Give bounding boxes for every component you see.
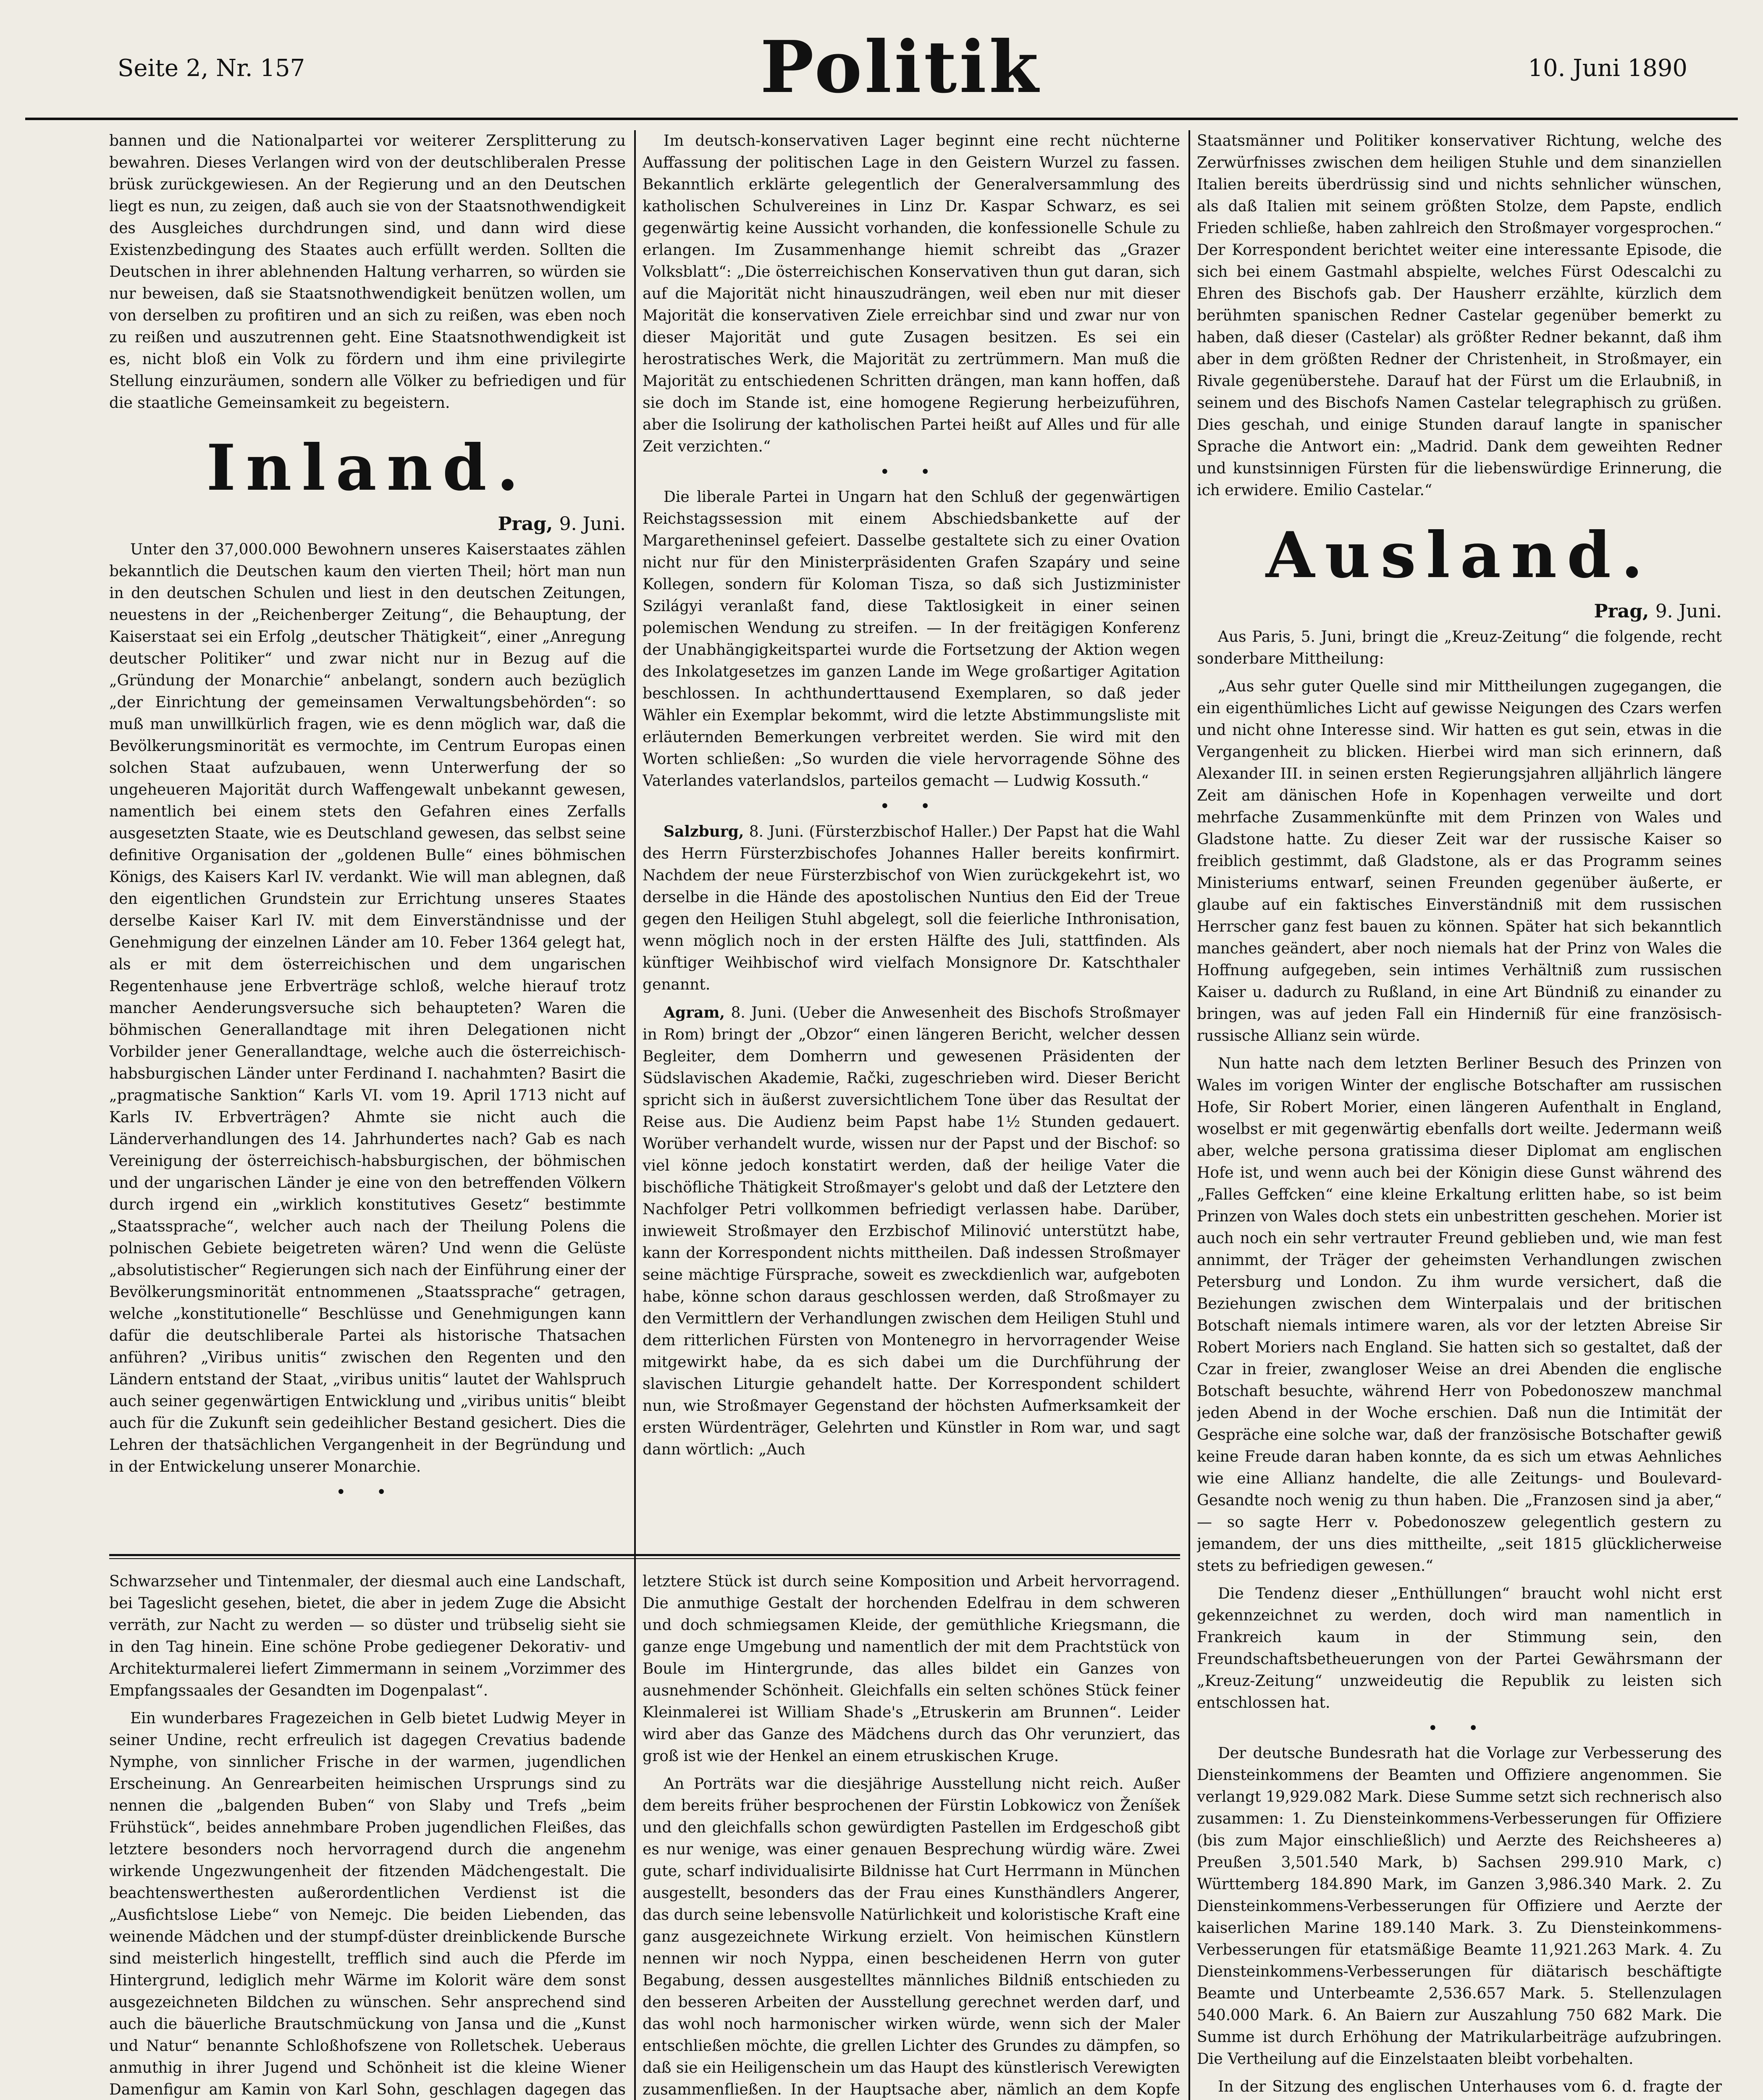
article-text: Der deutsche Bundesrath hat die Vorlage zur Verbesserung des Diensteinkommens der Beamten und Offiziere angenommen. Sie verlangt 19,929.082 Mark. Diese Summe setzt sich rechnerisch also zusammen: 1. Zu Diensteinkommens-Verbesserungen für Offiziere (bis zum Major einschließlich) und Aerzte des Reichsheeres a) Preußen 3,501.540 Mark, b) Sachsen 299.910 Mark, c) Württemberg 184.890 Mark, im Ganzen 3,986.340 Mark. 2. Zu Diensteinkommens-Verbesserungen für Offiziere und Aerzte der kaiserlichen Marine 189.140 Mark. 3. Zu Diensteinkommens-Verbesserungen für etatsmäßige Beamte 11,921.263 Mark. 4. Zu Diensteinkommens-Verbesserungen für diätarisch beschäftigte Beamte und Unterbeamte 2,536.657 Mark. 5. Stellenzulagen 540.000 Mark. 6. An Baiern zur Auszahlung 750 682 Mark. Die Summe ist durch Erhöhung der Matrikularbeiträge aufzubringen. Die Vertheilung auf die Einzelstaaten bleibt vorbehalten. [1197,1745,1722,2068]
masthead-title: Politik [760,25,1041,109]
separator: • • [1428,1719,1491,1738]
dateline-place: Agram, [664,1004,725,1021]
dateline-place: Prag, [1594,601,1649,622]
article-text [643,1002,1180,1461]
article-text: In der Sitzung des englischen Unterhauses vom 6. d. fragte der [1218,2078,1722,2095]
separator: • • [880,462,943,482]
dateline-date: 8. Juni. (Ueber die Anwesenheit des Bischofs Stroßmayer in Rom) [643,1004,1180,1043]
article-text: Staatsmänner und Politiker konservativer Richtung, welche des Zerwürfnisses zwischen dem heiligen Stuhle und dem sinanziellen Italien bereits überdrüssig sind und nichts sehnlicher wünschen, als daß Italien mit seinem größten Stolze, dem Papste, endlich Frieden schließe, haben zahlreich den Stroßmayer vorgesprochen.“ Der Korrespondent berichtet weiter eine interessante Episode, die sich bei einem Gastmahl abspielte, welches Fürst Odescalchi zu Ehren des Bischofs gab. Der Hausherr erzählte, kürzlich dem berühmten spanischen Redner Castelar gegenüber bemerkt zu haben, daß dieser (Castelar) als größter Redner bekannt, daß ihm aber in dem größten Redner der Christenheit, in Stroßmayer, ein Rivale gegenüberstehe. Darauf hat der Fürst um die Erlaubniß, in seinem und des Bischofs Namen Castelar telegraphisch zu grüßen. Dies geschah, und einige Stunden darauf langte in spanischer Sprache die Antwort ein: „Madrid. Dank dem geweihten Redner und kunstsinnigen Fürsten für die liebenswürdige Erinnerung, die ich erwidere. Emilio Castelar.“ [1197,132,1722,499]
dateline-date: 8. Juni. (Fürsterzbischof Haller.) [749,823,998,840]
article-text: Im deutsch-konservativen Lager beginnt eine recht nüchterne Auffassung der politischen Lage in den Geistern Wurzel zu fassen. Bekanntlich erklärte gelegentlich der Generalversammlung des katholischen Schulvereines in Linz Dr. Kaspar Schwarz, es sei gegenwärtig keine Aussicht vorhanden, die konfessionelle Schule zu erlangen. Im Zusammenhange hiemit schreibt das „Grazer Volksblatt“: „Die österreichischen Konservativen thun gut daran, sich auf die Majorität nicht hinauszudrängen, weil eben nur mit dieser Majorität die konservativen Ziele erreichbar sind und zwar nur von dieser Majorität und gute Zusagen besitzen. Es sei ein herostratisches Werk, die Majorität zu zertrümmern. Man muß die Majorität zu entschiedenen Schritten drängen, man kann hoffen, daß sie doch im Stande ist, eine homogene Regierung herbeizuführen, aber die Isolirung der katholischen Partei heißt auf Alles und für alle Zeit verzichten.“ [643,132,1180,455]
article-text: „Aus sehr guter Quelle sind mir Mittheilungen zugegangen, die ein eigenthümliches Licht auf gewisse Neigungen des Czars werfen und nicht ohne Interesse sind. Wir hatten es gut sein, etwas in die Vergangenheit zu blicken. Hierbei wird man sich erinnern, daß Alexander III. in seinen ersten Regierungsjahren alljährlich längere Zeit am dänischen Hofe in Kopenhagen verweilte und dort mehrfache Zusammenkünfte mit dem Prinzen von Wales und Gladstone hatte. Zu dieser Zeit war der russische Kaiser so freiblich gestimmt, daß Gladstone, als er das Programm seines Ministeriums entwarf, seinen Freunden gegenüber äußerte, er glaube auf ein faktisches Einverständniß mit dem russischen Herrscher ganz fest bauen zu können. Später hat sich bekanntlich manches geändert, aber noch niemals hat der Prinz von Wales die Hoffnung aufgegeben, sein intimes Verhältniß zum russischen Kaiser u. dadurch zu Rußland, in eine Art Bündniß zu einander zu bringen, was auf jeden Fall ein Hinderniß für eine französisch-russische Allianz sein würde. [1197,678,1722,1045]
feuilleton-text: Ein wunderbares Fragezeichen in Gelb bietet Ludwig Meyer in seiner Undine, recht erfreulich ist dagegen Crevatius badende Nymphe, von sinnlicher Frische in der warmen, jugendlichen Erscheinung. An Genrearbeiten heimischen Ursprungs sind zu nennen die „balgenden Buben“ von Slaby und Trefs „beim Frühstück“, beides annehmbare Proben jugendlichen Fleißes, das letztere besonders noch hervorragend durch die angenehm wirkende Ungezwungenheit der fitzenden Mädchengestalt. Die beachtenswerthesten außerordentlichen Verdienst ist die „Ausfichtslose Liebe“ von Nemejc. Die beiden Liebenden, das weinende Mädchen und der stumpf-düster dreinblickende Bursche sind meisterlich hingestellt, trefflich sind auch die Pferde im Hintergrund, lediglich mehr Wärme im Kolorit wäre dem sonst ausgezeichneten Bildchen zu wünschen. Sehr ansprechend sind auch die bäuerliche Brautschmückung von Jansa und die „Kunst und Natur“ benannte Schloßhofszene von Rolletschek. Ueberaus anmuthig in ihrer Jugend und Schönheit ist die kleine Wiener Damenfigur am Kamin von Karl Sohn, geschlagen dagegen das [109,1710,626,2098]
section-title-ausland: Ausland. [1265,518,1653,592]
feuilleton-rule [109,1554,1180,1556]
column-rule [634,130,636,2100]
feuilleton-column-2 [643,1571,1180,2100]
column-2 [643,130,1180,1546]
feuilleton-text: Schwarzseher und Tintenmaler, der diesmal auch eine Landschaft, bei Tageslicht gesehen, bietet, die aber in jedem Zuge die Absicht verräth, zur Nacht zu werden — so düster und trübselig sieht sie in den Tag hinein. Eine schöne Probe gediegener Dekorativ- und Architekturmalerei liefert Zimmermann in seinem „Vorzimmer des Empfangssaales der Gesandten im Dogenpalast“. [109,1573,626,1699]
separator: • • [336,1483,399,1502]
issue-date: 10. Juni 1890 [1528,55,1687,82]
dateline [109,513,626,535]
dateline-place: Prag, [498,513,553,535]
dateline-date: 9. Juni. [559,513,626,535]
feuilleton-text: An Porträts war die diesjährige Ausstellung nicht reich. Außer dem bereits früher besprochenen der Fürstin Lobkowicz von Ženíšek und den gleichfalls schon gewürdigten Pastellen im Erdgeschoß gibt es nur wenige, was einer genauen Besprechung würdig wäre. Zwei gute, scharf individualisirte Bildnisse hat Curt Herrmann in München ausgestellt, besonders das der Frau eines Kunsthändlers Angerer, das durch seine lebensvolle Natürlichkeit und koloristische Kraft eine ganz ausgezeichnete Wirkung erzielt. Von heimischen Künstlern nennen wir noch Nyppa, einen bescheidenen Herrn von guter Begabung, dessen ausgestelltes männliches Bildniß entschieden zu den besseren Arbeiten der Ausstellung gerechnet werden darf, und das wohl noch harmonischer wirken würde, wenn sich der Maler entschließen möchte, die grellen Lichter des Grundes zu dämpfen, so daß sie ein Heiligenschein um das Haupt des künstlerisch Verewigten zusammenfließen. In der Hauptsache aber, nämlich an dem Kopfe [643,1775,1180,2098]
dateline [1197,601,1722,622]
article-text [643,821,1180,996]
article-text: Die Tendenz dieser „Enthüllungen“ braucht wohl nicht erst gekennzeichnet zu werden, doch wird man namentlich in Frankreich kaum in der Stimmung sein, den Freundschaftsbetheuerungen von der Partei Gewährsmann der „Kreuz-Zeitung“ unzweideutig die Republik zu leisten sich entschlossen hat. [1197,1585,1722,1712]
section-title-inland: Inland. [206,431,529,505]
article-body: Der Papst hat die Wahl des Herrn Fürsterzbischofes Johannes Haller bereits konfirmirt. Nachdem der neue Fürsterzbischof von Wien zurückgekehrt ist, wo derselbe in die Hände des apostolischen Nuntius den Eid der Treue gegen den Heiligen Stuhl abgelegt, soll die feierliche Inthronisation, wenn möglich noch in der ersten Hälfte des Juli, stattfinden. Als künftiger Weihbischof wird vielfach Monsignore Dr. Katschthaler genannt. [643,823,1180,993]
article-text: Die liberale Partei in Ungarn hat den Schluß der gegenwärtigen Reichstagssession mit einem Abschiedsbankette auf der Margaretheninsel gefeiert. Dasselbe gestaltete sich zu einer Ovation nicht nur für den Ministerpräsidenten Grafen Szapáry und seine Kollegen, sondern für Koloman Tisza, so daß sich Justizminister Szilágyi veranlaßt fand, diese Taktlosigkeit in einer seinen polemischen Wendung zu streifen. — In der freitägigen Konferenz der Unabhängigkeitspartei wurde die Fortsetzung der Aktion wegen des Inkolatgesetzes im ganzen Lande im Wege großartiger Agitation beschlossen. In achthunderttausend Exemplaren, so daß jeder Wähler ein Exemplar bekommt, wird die letzte Abstimmungsliste mit erläuternden Bemerkungen verbreitet werden. Sie wird mit den Worten schließen: „So wurden die viele hervorragende Söhne des Vaterlandes vaterlandslos, parteilos gemacht — Ludwig Kossuth.“ [643,488,1180,790]
article-text: bannen und die Nationalpartei vor weiterer Zersplitterung zu bewahren. Dieses Verlangen wird von der deutschliberalen Presse brüsk zurückgewiesen. An der Regierung und an den Deutschen liegt es nun, zu zeigen, daß auch sie von der Staatsnothwendigkeit des Ausgleiches durchdrungen sind, und dann wird diese Existenzbedingung des Staates auch erfüllt werden. Sollten die Deutschen in ihrer ablehnenden Haltung verharren, so würden sie nur beweisen, daß sie Staatsnothwendigkeit benützen wollen, um von derselben zu profitiren und an sich zu reißen, was eben noch zu reißen und auszutrennen geht. Eine Staatsnothwendigkeit ist es, nicht bloß ein Volk zu fördern und ihm eine privilegirte Stellung einzuräumen, sondern alle Völker zu befriedigen und für die staatliche Gemeinsamkeit zu begeistern. [109,132,626,412]
dateline-date: 9. Juni. [1655,601,1722,622]
dateline-place: Salzburg, [664,823,744,840]
column-1 [109,130,626,1546]
separator: • • [880,797,943,816]
article-text: Nun hatte nach dem letzten Berliner Besuch des Prinzen von Wales im vorigen Winter der englische Botschafter am russischen Hofe, Sir Robert Morier, einen längeren Aufenthalt in England, woselbst er mit gegenwärtig ebenfalls dort weilte. Jedermann weiß aber, welche persona gratissima dieser Diplomat am englischen Hofe ist, und wenn auch bei der Königin diese Gunst während des „Falles Geffcken“ eine kleine Erkaltung erlitten habe, so ist beim Prinzen von Wales doch stets ein unbestritten geschehen. Morier ist auch noch ein sehr vertrauter Freund geblieben und, wie man fest annimmt, der Träger der geheimsten Verhandlungen zwischen Petersburg und London. Zu ihm wurde versichert, daß die Beziehungen zwischen dem Winterpalais und der britischen Botschaft niemals intimere waren, als vor der letzten Abreise Sir Robert Moriers nach England. Sie hatten sich so gestaltet, daß der Czar in freier, zwangloser Weise an drei Abenden die englische Botschaft besuchte, während Herr von Pobedonoszew manchmal jeden Abend in der Woche erschien. Daß nun die Intimität der Gespräche eine solche war, daß der französische Botschafter gewiß keine Freude daran haben konnte, da es sich um etwas Aehnliches wie eine Allianz handelte, die alle Zeitungs- und Boulevard-Gesandte noch wenig zu thun haben. Die „Franzosen sind ja aber,“ — so sagte Herr v. Pobedonoszew gelegentlich gestern zu jemandem, der uns dies mittheilte, „seit 1815 glücklicherweise stets zu befriedigen gewesen.“ [1197,1055,1722,1575]
column-3 [1197,130,1722,2100]
feuilleton-rule [109,1558,1180,1559]
feuilleton-text: letztere Stück ist durch seine Komposition und Arbeit hervorragend. Die anmuthige Gestalt der horchenden Edelfrau in dem schweren und doch schmiegsamen Kleide, der gemüthliche Kriegsmann, die ganze enge Umgebung und namentlich der mit dem Prachtstück von Boule im Hintergrunde, das alles bildet ein Ganzes von ausnehmender Schönheit. Gleichfalls ein selten schönes Stück feiner Kleinmalerei ist William Shade's „Etruskerin am Brunnen“. Leider wird aber das Ganze des Mädchens durch das Ohr verunziert, das groß ist wie der Henkel an einem etruskischen Kruge. [643,1573,1180,1765]
page-header [25,17,1738,120]
article-text: Unter den 37,000.000 Bewohnern unseres Kaiserstaates zählen bekanntlich die Deutschen kaum den vierten Theil; hört man nun in den deutschen Schulen und liest in den deutschen Zeitungen, neuestens in der „Reichenberger Zeitung“, die Behauptung, der Kaiserstaat sei ein Erfolg „deutscher Thätigkeit“, einer „Anregung deutscher Politiker“ und zwar nicht nur in Bezug auf die „Gründung der Monarchie“ anbelangt, sondern auch bezüglich „der Einrichtung der gemeinsamen Verwaltungsbehörden“: so muß man unwillkürlich fragen, wie es denn möglich war, daß die Bevölkerungsminorität es vermochte, im Centrum Europas einen solchen Staat aufzubauen, wenn Unterwerfung der so ungeheueren Majorität durch Waffengewalt unbekannt gewesen, namentlich bei einem stets den Gefahren eines Zerfalls ausgesetzten Staate, wie es Deutschland gewesen, das selbst seine definitive Organisation der „goldenen Bulle“ eines böhmischen Königs, des Kaisers Karl IV. verdankt. Wie will man ablegnen, daß den eigentlichen Grundstein zur Errichtung unseres Staates derselbe Kaiser Karl IV. mit dem Einverständnisse und der Genehmigung der einzelnen Länder am 10. Feber 1364 gelegt hat, als er mit dem österreichischen und dem ungarischen Regentenhause jene Erbverträge schloß, welche hierauf trotz mancher Aenderungsversuche sich behaupteten? Waren die böhmischen Generallandtage mit ihren Delegationen nicht Vorbilder jener Generallandtage, welche auch die österreichisch-habsburgischen Länder unter Ferdinand I. nachahmten? Basirt die „pragmatische Sanktion“ Karls VI. vom 19. April 1713 nicht auf Karls IV. Erbverträgen? Ahmte sie nicht auch die Länderverhandlungen des 14. Jahrhundertes nach? Gab es nach Vereinigung der österreichisch-habsburgischen, der böhmischen und der ungarischen Länder je eine von den betreffenden Völkern durch irgend ein „wirklich konstitutives Gesetz“ bestimmte „Staatssprache“, welcher auch nach der Theilung Polens die polnischen Gebiete beigetreten wären? Und wenn die Gelüste „absolutistischer“ Regierungen sich nach der Einführung einer der Bevölkerungsminorität entnommenen „Staatssprache“ getragen, welche „konstitutionelle“ Beschlüsse und Genehmigungen kann dafür die deutschliberale Partei als historische Thatsachen anführen? „Viribus unitis“ zwischen den Regenten und den Ländern entstand der Staat, „viribus unitis“ lautet der Wahlspruch auch seiner gegenwärtigen Entwicklung und „viribus unitis“ bleibt auch für die Zukunft sein gedeihlicher Bestand gesichert. Dies die Lehren der thatsächlichen Vergangenheit in der Begründung und in der Entwickelung unserer Monarchie. [109,541,626,1475]
feuilleton-column-1 [109,1571,626,2100]
newspaper-page [25,17,1738,2100]
column-rule [1188,130,1190,2100]
article-body: bringt der „Obzor“ einen längeren Bericht, welcher dessen Begleiter, dem Domherrn und gewesenen Präsidenten der Südslavischen Akademie, Rački, zugeschrieben wird. Dieser Bericht spricht sich in äußerst zuversichtlichem Tone über das Resultat der Reise aus. Die Audienz beim Papst habe 1½ Stunden gedauert. Worüber verhandelt wurde, wissen nur der Papst und der Bischof: so viel könne jedoch konstatirt werden, daß der heilige Vater die bischöfliche Thätigkeit Stroßmayer's gelobt und daß der Letztere den Nachfolger Petri vollkommen befriedigt verlassen habe. Darüber, inwieweit Stroßmayer den Erzbischof Milinović unterstützt habe, kann der Korrespondent nichts mittheilen. Daß indessen Stroßmayer seine mächtige Fürsprache, soweit es zweckdienlich war, aufgeboten habe, könne schon daraus geschlossen werden, daß Stroßmayer zu den Vermittlern der Verhandlungen zwischen dem Heiligen Stuhl und dem ritterlichen Fürsten von Montenegro in hervorragender Weise mitgewirkt habe, da es sich dabei um die Durchführung der slavischen Liturgie gehandelt hatte. Der Korrespondent schildert nun, wie Stroßmayer Gegenstand der höchsten Aufmerksamkeit der ersten Würdenträger, Gelehrten und Künstler in Rom war, und sagt dann wörtlich: „Auch [643,1026,1180,1458]
article-text: Aus Paris, 5. Juni, bringt die „Kreuz-Zeitung“ die folgende, recht sonderbare Mittheilung: [1197,628,1722,667]
page-label: Seite 2, Nr. 157 [118,55,305,82]
